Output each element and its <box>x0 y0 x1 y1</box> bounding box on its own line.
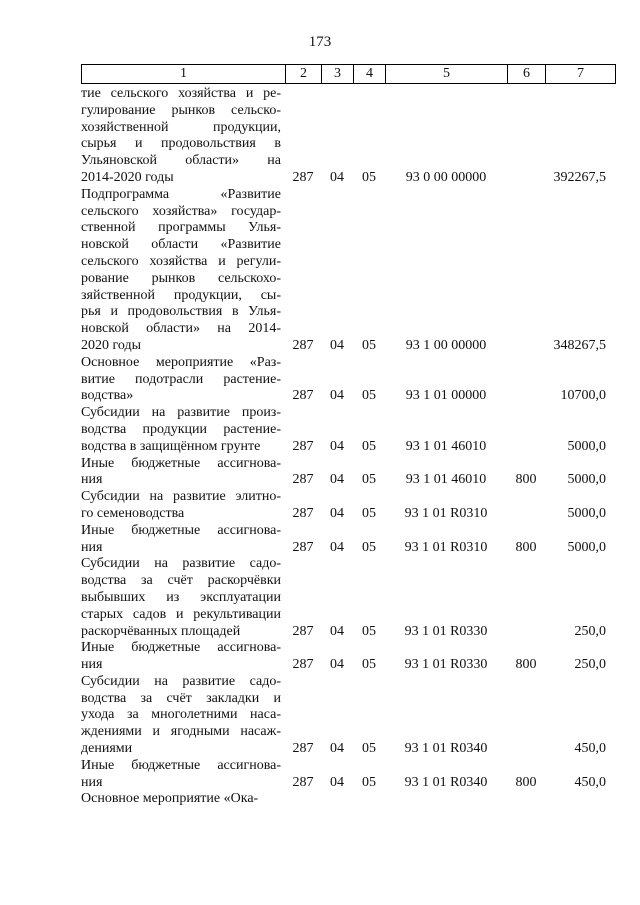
expense-type-code: 800 <box>515 774 537 790</box>
header-col-3: 3 <box>322 65 354 83</box>
ministry-code: 287 <box>292 505 314 521</box>
description-line: водства за счёт раскорчёвки <box>81 573 281 589</box>
section-code: 04 <box>330 774 344 790</box>
subsection-code: 05 <box>362 539 376 555</box>
subsection-code: 05 <box>362 472 376 488</box>
ministry-code: 287 <box>292 539 314 555</box>
target-article-code: 93 1 01 R0340 <box>404 741 488 757</box>
section-code: 04 <box>330 539 344 555</box>
ministry-code: 287 <box>292 623 314 639</box>
expense-type-code: 800 <box>515 657 537 673</box>
description-line: гулирование рынков сельско- <box>81 102 281 118</box>
table-body <box>81 86 616 808</box>
header-col-7: 7 <box>577 66 584 81</box>
row-description <box>81 405 285 455</box>
table-row <box>81 405 616 455</box>
description-line: рья и продовольствия в Улья- <box>81 304 281 320</box>
target-article-code: 93 1 01 R0340 <box>404 774 488 790</box>
header-col-4: 4 <box>354 65 386 83</box>
description-line: 2020 годы <box>81 337 142 353</box>
header-col-1: 1 <box>82 65 286 83</box>
ministry-code: 287 <box>292 472 314 488</box>
description-line: Иные бюджетные ассигнова- <box>81 522 281 538</box>
section-code: 04 <box>330 505 344 521</box>
description-line: старых садов и рекультивации <box>81 606 281 622</box>
description-line: ухода за многолетними наса- <box>81 707 281 723</box>
description-line: го семеноводства <box>81 505 185 521</box>
target-article-code: 93 1 01 R0330 <box>404 623 488 639</box>
subsection-code: 05 <box>362 623 376 639</box>
header-col-2: 2 <box>286 65 322 83</box>
section-code: 04 <box>330 337 344 353</box>
amount: 250,0 <box>574 657 606 673</box>
row-description <box>81 456 285 490</box>
description-line: Субсидии на развитие садо- <box>81 556 281 572</box>
ministry-code: 287 <box>292 337 314 353</box>
section-code: 04 <box>330 388 344 404</box>
description-line: Субсидии на развитие элитно- <box>81 489 281 505</box>
subsection-code: 05 <box>362 505 376 521</box>
description-line: новской области» на 2014- <box>81 321 281 337</box>
section-code: 04 <box>330 438 344 454</box>
description-line: ственной программы Улья- <box>81 220 281 236</box>
description-line: водства в защищённом грунте <box>81 438 261 454</box>
row-description <box>81 640 285 674</box>
section-code: 04 <box>330 741 344 757</box>
description-line: 2014-2020 годы <box>81 169 174 185</box>
header-col-6: 6 <box>508 65 546 83</box>
amount: 450,0 <box>574 741 606 757</box>
table-row <box>81 86 616 187</box>
ministry-code: 287 <box>292 774 314 790</box>
amount: 10700,0 <box>560 388 606 404</box>
amount: 250,0 <box>574 623 606 639</box>
description-line: ния <box>81 539 103 555</box>
target-article-code: 93 1 01 R0310 <box>404 539 488 555</box>
description-line: сельского хозяйства» государ- <box>81 203 281 219</box>
row-description <box>81 674 285 758</box>
table-header <box>81 64 616 84</box>
description-line: новской области «Развитие <box>81 237 281 253</box>
amount: 392267,5 <box>553 169 606 185</box>
row-description <box>81 187 285 355</box>
description-line: Подпрограмма «Развитие <box>81 186 281 202</box>
table-row <box>81 456 616 490</box>
table-row <box>81 640 616 674</box>
section-code: 04 <box>330 472 344 488</box>
table-row <box>81 187 616 355</box>
description-line: ждениями и ягодными насаж- <box>81 724 281 740</box>
description-line: водства» <box>81 388 134 404</box>
subsection-code: 05 <box>362 438 376 454</box>
ministry-code: 287 <box>292 657 314 673</box>
description-line: зяйственной продукции, сы- <box>81 287 281 303</box>
description-line: дениями <box>81 741 133 757</box>
amount: 5000,0 <box>567 438 606 454</box>
subsection-code: 05 <box>362 169 376 185</box>
description-line: водства за счёт закладки и <box>81 690 281 706</box>
description-line: выбывших из эксплуатации <box>81 589 281 605</box>
description-line: Основное мероприятие «Ока- <box>81 791 259 807</box>
row-description <box>81 489 285 523</box>
expense-type-code: 800 <box>515 472 537 488</box>
target-article-code: 93 1 01 00000 <box>405 388 487 404</box>
target-article-code: 93 1 01 46010 <box>405 438 487 454</box>
description-line: рование рынков сельскохо- <box>81 270 281 286</box>
description-line: Иные бюджетные ассигнова- <box>81 757 281 773</box>
subsection-code: 05 <box>362 774 376 790</box>
description-line: тие сельского хозяйства и ре- <box>81 86 281 101</box>
subsection-code: 05 <box>362 388 376 404</box>
section-code: 04 <box>330 657 344 673</box>
row-description <box>81 758 285 792</box>
table-row <box>81 674 616 758</box>
description-line: Основное мероприятие «Раз- <box>81 354 281 370</box>
description-line: водства продукции растение- <box>81 421 281 437</box>
description-line: сырья и продовольствия в <box>81 136 281 152</box>
description-line: Иные бюджетные ассигнова- <box>81 455 281 471</box>
table-row <box>81 758 616 792</box>
description-line: сельского хозяйства и регули- <box>81 253 281 269</box>
description-line: ния <box>81 774 103 790</box>
table-row <box>81 791 616 808</box>
row-description <box>81 556 285 640</box>
target-article-code: 93 1 01 R0310 <box>404 505 488 521</box>
row-description <box>81 523 285 557</box>
description-line: хозяйственной продукции, <box>81 119 281 135</box>
row-description <box>81 355 285 405</box>
description-line: раскорчёванных площадей <box>81 623 241 639</box>
ministry-code: 287 <box>292 169 314 185</box>
subsection-code: 05 <box>362 741 376 757</box>
amount: 348267,5 <box>553 337 606 353</box>
description-line: ния <box>81 657 103 673</box>
table-row <box>81 489 616 523</box>
ministry-code: 287 <box>292 741 314 757</box>
amount: 450,0 <box>574 774 606 790</box>
subsection-code: 05 <box>362 657 376 673</box>
description-line: Ульяновской области» на <box>81 153 281 169</box>
description-line: витие подотрасли растение- <box>81 371 281 387</box>
row-description <box>81 86 285 187</box>
target-article-code: 93 0 00 00000 <box>405 169 487 185</box>
amount: 5000,0 <box>567 539 606 555</box>
table-row <box>81 523 616 557</box>
target-article-code: 93 1 01 46010 <box>405 472 487 488</box>
target-article-code: 93 1 00 00000 <box>405 337 487 353</box>
table-row <box>81 355 616 405</box>
ministry-code: 287 <box>292 388 314 404</box>
header-col-5: 5 <box>386 65 508 83</box>
amount: 5000,0 <box>567 505 606 521</box>
section-code: 04 <box>330 169 344 185</box>
expense-type-code: 800 <box>515 539 537 555</box>
target-article-code: 93 1 01 R0330 <box>404 657 488 673</box>
section-code: 04 <box>330 623 344 639</box>
description-line: Субсидии на развитие садо- <box>81 673 281 689</box>
ministry-code: 287 <box>292 438 314 454</box>
row-description <box>81 791 285 808</box>
subsection-code: 05 <box>362 337 376 353</box>
amount: 5000,0 <box>567 472 606 488</box>
description-line: Иные бюджетные ассигнова- <box>81 640 281 656</box>
description-line: Субсидии на развитие произ- <box>81 405 281 421</box>
description-line: ния <box>81 472 103 488</box>
page-number: 173 <box>308 34 332 50</box>
table-row <box>81 556 616 640</box>
